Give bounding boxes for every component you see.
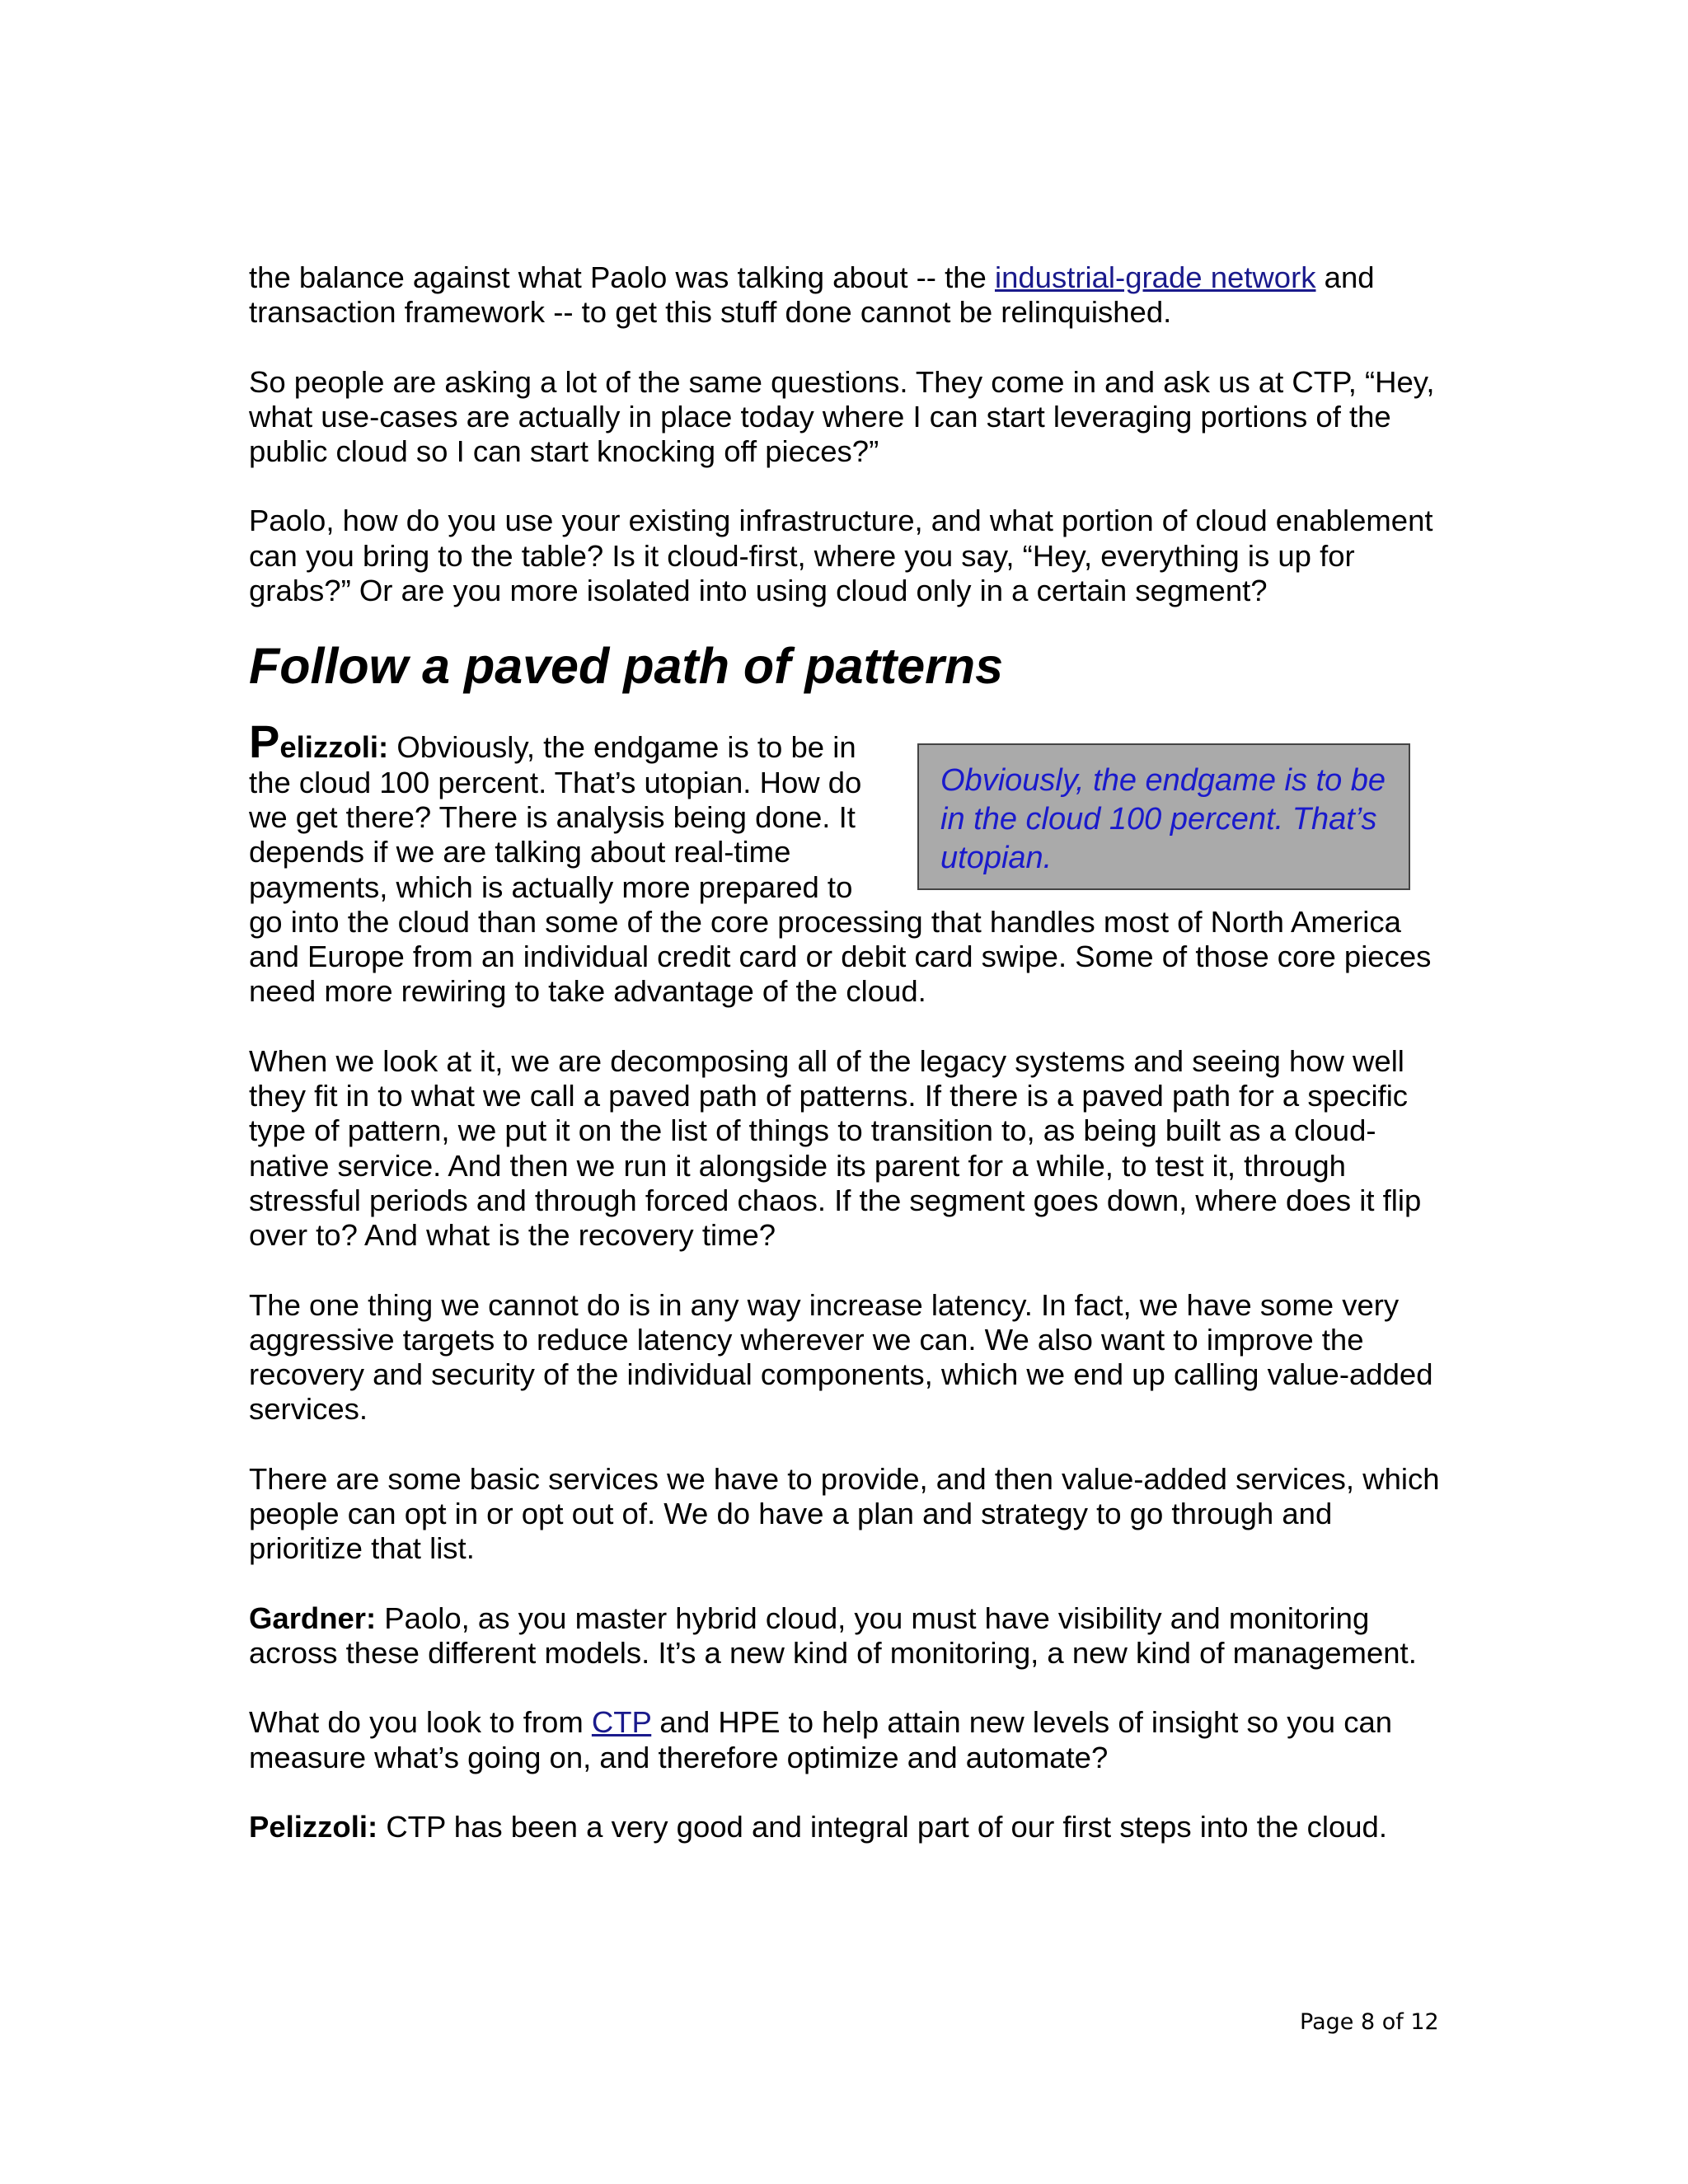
paragraph: Gardner: Paolo, as you master hybrid cloud, you must have visibility and monitoring across these different models. It’s a new kind of monitoring, a new kind of management. bbox=[249, 1601, 1417, 1670]
drop-cap: P bbox=[249, 715, 280, 768]
pull-quote: Obviously, the endgame is to be in the cloud 100 percent. That’s utopian. bbox=[917, 743, 1410, 890]
paragraph: So people are asking a lot of the same questions. They come in and ask us at CTP, “Hey, what use-cases are actually in place today where I can start leveraging portions of the public cloud so I can start knocking off pieces?” bbox=[249, 364, 1435, 469]
page-number: Page 8 of 12 bbox=[1300, 2009, 1439, 2035]
speaker-name: Gardner: bbox=[249, 1601, 377, 1635]
paragraph: The one thing we cannot do is in any way increase latency. In fact, we have some very aggressive targets to reduce latency wherever we can. We also want to improve the recovery and security of the individual components, which we end up calling value-added services. bbox=[249, 1287, 1433, 1427]
industrial-grade-network-link[interactable]: industrial-grade network bbox=[994, 260, 1316, 294]
speaker-name: Pelizzoli: bbox=[249, 1809, 378, 1844]
speaker-name: elizzoli: bbox=[279, 730, 389, 765]
paragraph: Pelizzoli: CTP has been a very good and integral part of our first steps into the cloud. bbox=[249, 1809, 1387, 1844]
paragraph: There are some basic services we have to provide, and then value-added services, which people can opt in or opt out of. We do have a plan and strategy to go through and prioritize that list. bbox=[249, 1461, 1440, 1566]
paragraph: the balance against what Paolo was talking about -- the industrial-grade network and transaction framework -- to get this stuff done cannot be relinquished. bbox=[249, 260, 1375, 330]
paragraph-with-pullquote: Obviously, the endgame is to be in the cloud 100 percent. That’s utopian. Pelizzoli: Obviously, the endgame is to be in the cloud 100 percent. That’s utopian. How do we get there? There is analysis being done. It depends if we are talking about real-time payments, which is actually more prepared to go into the cloud than some of the core processing that handles most of North America and Europe from an individual credit card or debit card swipe. Some of those core pieces need more rewiring to take advantage of the cloud. bbox=[249, 715, 1432, 1009]
paragraph: Paolo, how do you use your existing infrastructure, and what portion of cloud enablement can you bring to the table? Is it cloud-first, where you say, “Hey, everything is up for grabs?” Or are you more isolated into using cloud only in a certain segment? bbox=[249, 504, 1433, 608]
paragraph: What do you look to from CTP and HPE to help attain new levels of insight so you can measure what’s going on, and therefore optimize and automate? bbox=[249, 1705, 1393, 1774]
paragraph: When we look at it, we are decomposing all of the legacy systems and seeing how well they fit in to what we call a paved path of patterns. If there is a paved path for a specific type of pattern, we put it on the list of things to transition to, as being built as a cloud-native service. And then we run it alongside its parent for a while, to test it, through stressful periods and through forced chaos. If the segment goes down, where does it flip over to? And what is the recovery time? bbox=[249, 1043, 1422, 1253]
section-heading: Follow a paved path of patterns bbox=[249, 638, 1004, 695]
ctp-link[interactable]: CTP bbox=[591, 1705, 652, 1740]
document-body bbox=[249, 260, 1444, 1879]
